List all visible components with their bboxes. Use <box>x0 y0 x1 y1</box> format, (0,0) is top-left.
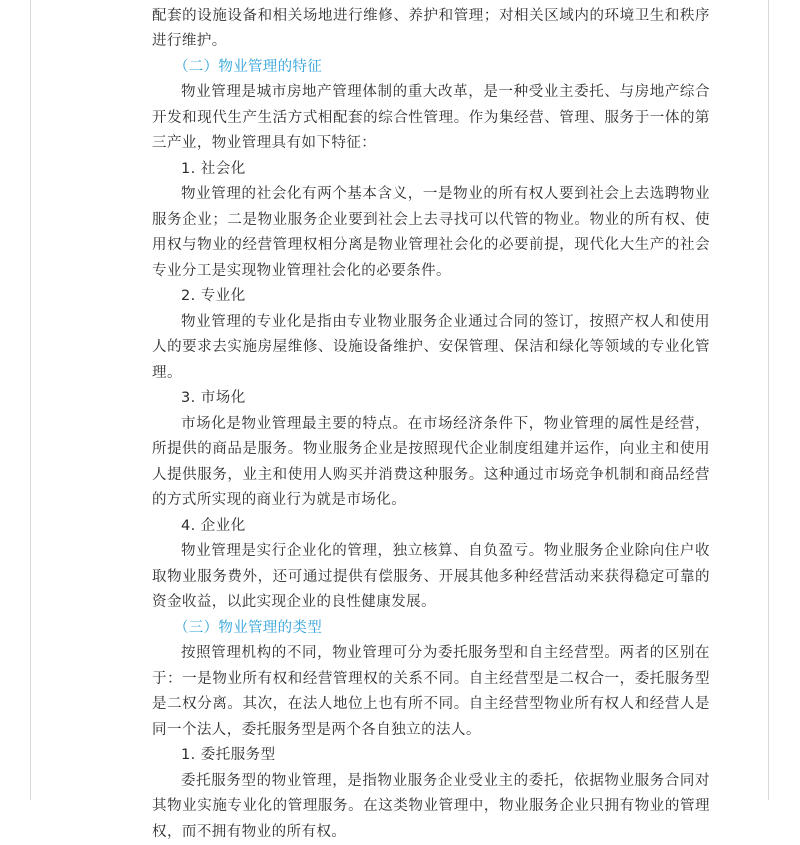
section-heading-characteristics: （二）物业管理的特征 <box>174 55 710 81</box>
subheading-professionalization: 2. 专业化 <box>181 284 710 310</box>
paragraph-entrusted-service: 委托服务型的物业管理，是指物业服务企业受业主的委托，依据物业服务合同对其物业实施专业化的管理服务。在这类物业管理中，物业服务企业只拥有物业的管理权，而不拥有物业的所有权。 <box>152 769 710 845</box>
subheading-marketization: 3. 市场化 <box>181 386 710 412</box>
paragraph-characteristics: 物业管理是城市房地产管理体制的重大改革，是一种受业主委托、与房地产综合开发和现代生产生活方式相配套的综合性管理。作为集经营、管理、服务于一体的第三产业，物业管理具有如下特征： <box>152 80 710 157</box>
subheading-entrusted-service: 1. 委托服务型 <box>181 743 710 769</box>
paragraph-types: 按照管理机构的不同，物业管理可分为委托服务型和自主经营型。两者的区别在于：一是物业所有权和经营管理权的关系不同。自主经营型是二权合一，委托服务型是二权分离。其次，在法人地位上也有所不同。自主经营型物业所有权人和经营人是同一个法人，委托服务型是两个各自独立的法人。 <box>152 641 710 743</box>
subheading-socialization: 1. 社会化 <box>181 157 710 183</box>
document-body <box>152 0 710 845</box>
paragraph-professionalization: 物业管理的专业化是指由专业物业服务企业通过合同的签订，按照产权人和使用人的要求去实施房屋维修、设施设备维护、安保管理、保洁和绿化等领域的专业化管理。 <box>152 310 710 387</box>
paragraph-socialization: 物业管理的社会化有两个基本含义，一是物业的所有权人要到社会上去选聘物业服务企业；二是物业服务企业要到社会上去寻找可以代管的物业。物业的所有权、使用权与物业的经营管理权相分离是物业管理社会化的必要前提，现代化大生产的社会专业分工是实现物业管理社会化的必要条件。 <box>152 182 710 284</box>
paragraph-marketization: 市场化是物业管理最主要的特点。在市场经济条件下，物业管理的属性是经营，所提供的商品是服务。物业服务企业是按照现代企业制度组建并运作，向业主和使用人提供服务，业主和使用人购买并消费这种服务。这种通过市场竞争机制和商品经营的方式所实现的商业行为就是市场化。 <box>152 412 710 514</box>
section-heading-types: （三）物业管理的类型 <box>174 616 710 642</box>
paragraph-enterprise: 物业管理是实行企业化的管理，独立核算、自负盈亏。物业服务企业除向住户收取物业服务费外，还可通过提供有偿服务、开展其他多种经营活动来获得稳定可靠的资金收益，以此实现企业的良性健康发展。 <box>152 539 710 616</box>
paragraph-object: 配套的设施设备和相关场地进行维修、养护和管理；对相关区域内的环境卫生和秩序进行维护。 <box>152 0 710 55</box>
subheading-enterprise: 4. 企业化 <box>181 514 710 540</box>
